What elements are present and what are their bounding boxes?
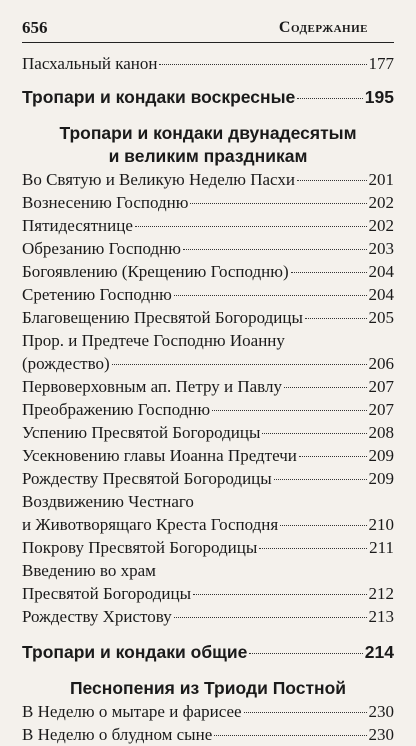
toc-entry: Первоверховным ап. Петру и Павлу 207 [22,377,394,396]
toc-entry: Рождеству Пресвятой Богородицы 209 [22,469,394,488]
toc-entry: и Животворящаго Креста Господня 210 [22,515,394,534]
toc-entry: Благовещению Пресвятой Богородицы 205 [22,308,394,327]
toc-entry: Усекновению главы Иоанна Предтечи 209 [22,446,394,465]
table-of-contents [22,52,394,746]
page-number: 656 [22,18,48,37]
running-title: Содержание [278,19,368,36]
toc-entry: Покрову Пресвятой Богородицы 211 [22,538,394,557]
toc-entry: Преображению Господню 207 [22,400,394,419]
toc-entry: Пятидесятнице 202 [22,216,394,235]
page-header [22,14,394,43]
toc-entry-major: Тропари и кондаки воскресные 195 [22,87,394,107]
toc-entry: (рождество) 206 [22,354,394,373]
toc-entry: Обрезанию Господню 203 [22,239,394,258]
toc-entry: Вознесению Господню 202 [22,193,394,212]
section-heading-triodion: Песнопения из Триоди Постной [69,678,347,698]
toc-entry-line: Воздвижению Честнаго [22,492,194,511]
toc-entry-major: Тропари и кондаки общие 214 [22,642,394,662]
toc-entry: Пасхальный канон 177 [22,54,394,73]
toc-entry: Рождеству Христову 213 [22,607,394,626]
toc-entry: Сретению Господню 204 [22,285,394,304]
section-heading-feasts: Тропари и кондаки двунадесятым и великим праздникам [59,123,357,166]
toc-entry: Богоявлению (Крещению Господню) 204 [22,262,394,281]
toc-entry-line: Введению во храм [22,561,156,580]
toc-entry-line: Прор. и Предтече Господню Иоанну [22,331,285,350]
toc-entry: Во Святую и Великую Неделю Пасхи 201 [22,170,394,189]
toc-entry: В Неделю о блудном сыне 230 [22,725,394,744]
toc-entry: В Неделю о мытаре и фарисее 230 [22,702,394,721]
toc-entry: Успению Пресвятой Богородицы 208 [22,423,394,442]
toc-entry: Пресвятой Богородицы 212 [22,584,394,603]
